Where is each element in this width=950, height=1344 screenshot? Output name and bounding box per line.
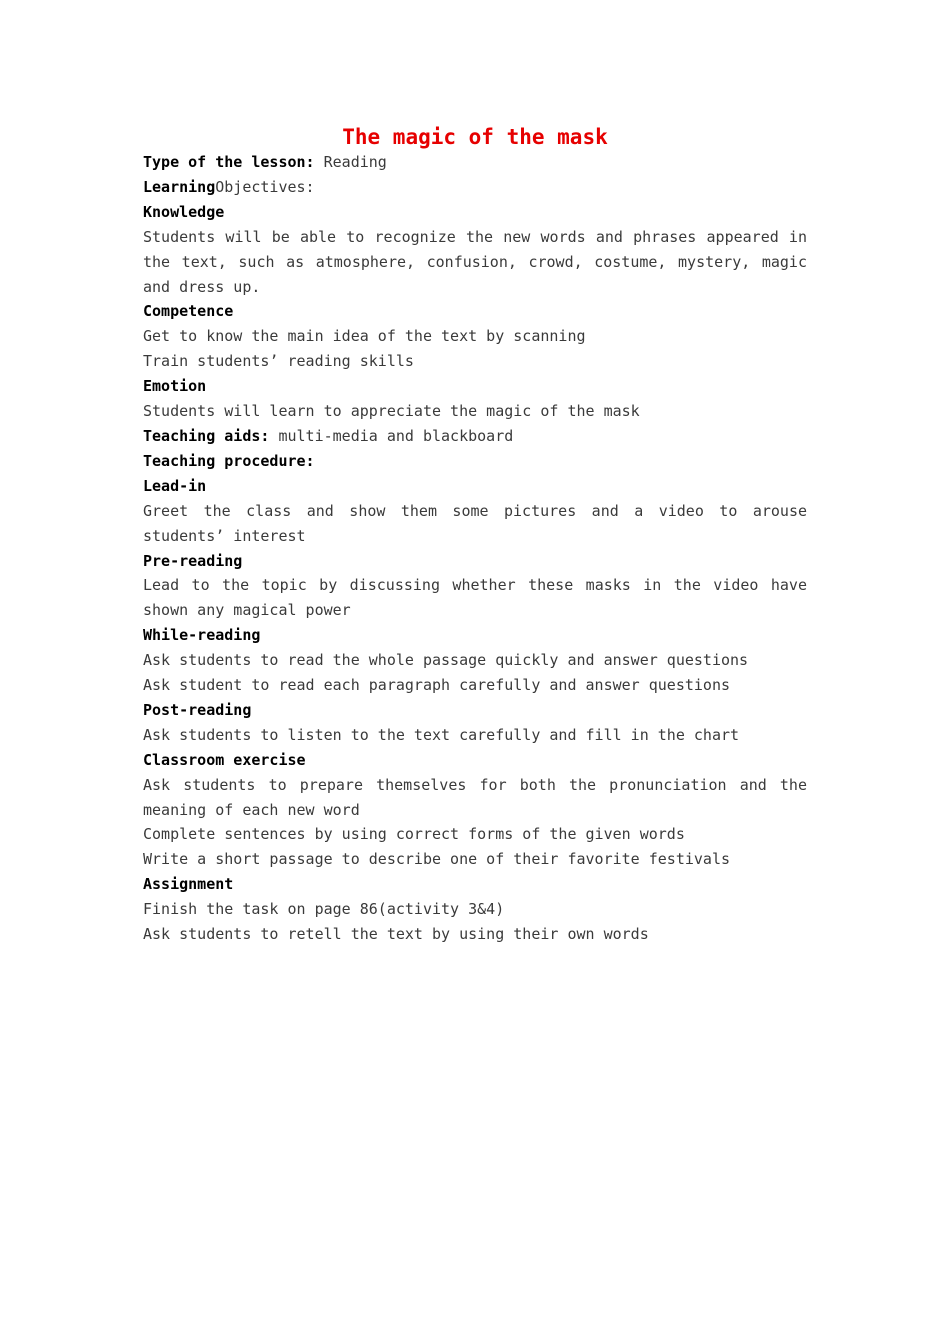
pre-reading-text: Lead to the topic by discussing whether these masks in the video have shown any magical power	[143, 576, 807, 620]
knowledge-text: Students will be able to recognize the new words and phrases appeared in the text, such as atmosphere, confusion, crowd, costume, mystery, magic and dress up.	[143, 227, 807, 296]
competence-heading: Competence	[143, 302, 234, 321]
learning-objectives-line	[143, 175, 807, 200]
assignment-line: Ask students to retell the text by using their own words	[143, 925, 649, 944]
while-reading-heading: While-reading	[143, 626, 261, 645]
classroom-exercise-line: Complete sentences by using correct forms of the given words	[143, 825, 685, 844]
lesson-type-label: Type of the lesson:	[143, 153, 315, 171]
post-reading-line: Ask students to listen to the text carefully and fill in the chart	[143, 725, 740, 744]
lead-in-text: Greet the class and show them some pictures and a video to arouse students’ interest	[143, 501, 807, 545]
lesson-type-value: Reading	[323, 153, 387, 171]
learning-objectives-value: Objectives:	[215, 177, 315, 196]
emotion-heading: Emotion	[143, 377, 207, 396]
teaching-aids-label: Teaching aids:	[143, 426, 270, 445]
emotion-line: Students will learn to appreciate the magic of the mask	[143, 402, 640, 421]
classroom-exercise-text: Ask students to prepare themselves for both the pronunciation and the meaning of each new word	[143, 775, 807, 819]
document-title: The magic of the mask	[342, 125, 608, 149]
knowledge-heading: Knowledge	[143, 202, 225, 221]
lesson-type-line	[143, 150, 807, 175]
assignment-line: Finish the task on page 86(activity 3&4)	[143, 900, 505, 919]
assignment-heading: Assignment	[143, 875, 234, 894]
competence-line: Train students’ reading skills	[143, 352, 414, 371]
teaching-procedure-heading: Teaching procedure:	[143, 451, 315, 470]
document-page	[143, 124, 807, 947]
post-reading-heading: Post-reading	[143, 700, 252, 719]
competence-line: Get to know the main idea of the text by scanning	[143, 327, 586, 346]
teaching-aids-value: multi-media and blackboard	[278, 426, 514, 445]
learning-objectives-label: Learning	[143, 177, 216, 196]
while-reading-line: Ask student to read each paragraph carefully and answer questions	[143, 676, 730, 695]
classroom-exercise-heading: Classroom exercise	[143, 750, 306, 769]
lead-in-heading: Lead-in	[143, 476, 207, 495]
classroom-exercise-line: Write a short passage to describe one of their favorite festivals	[143, 850, 730, 869]
teaching-aids-line	[143, 424, 807, 449]
pre-reading-heading: Pre-reading	[143, 551, 243, 570]
while-reading-line: Ask students to read the whole passage quickly and answer questions	[143, 651, 749, 670]
